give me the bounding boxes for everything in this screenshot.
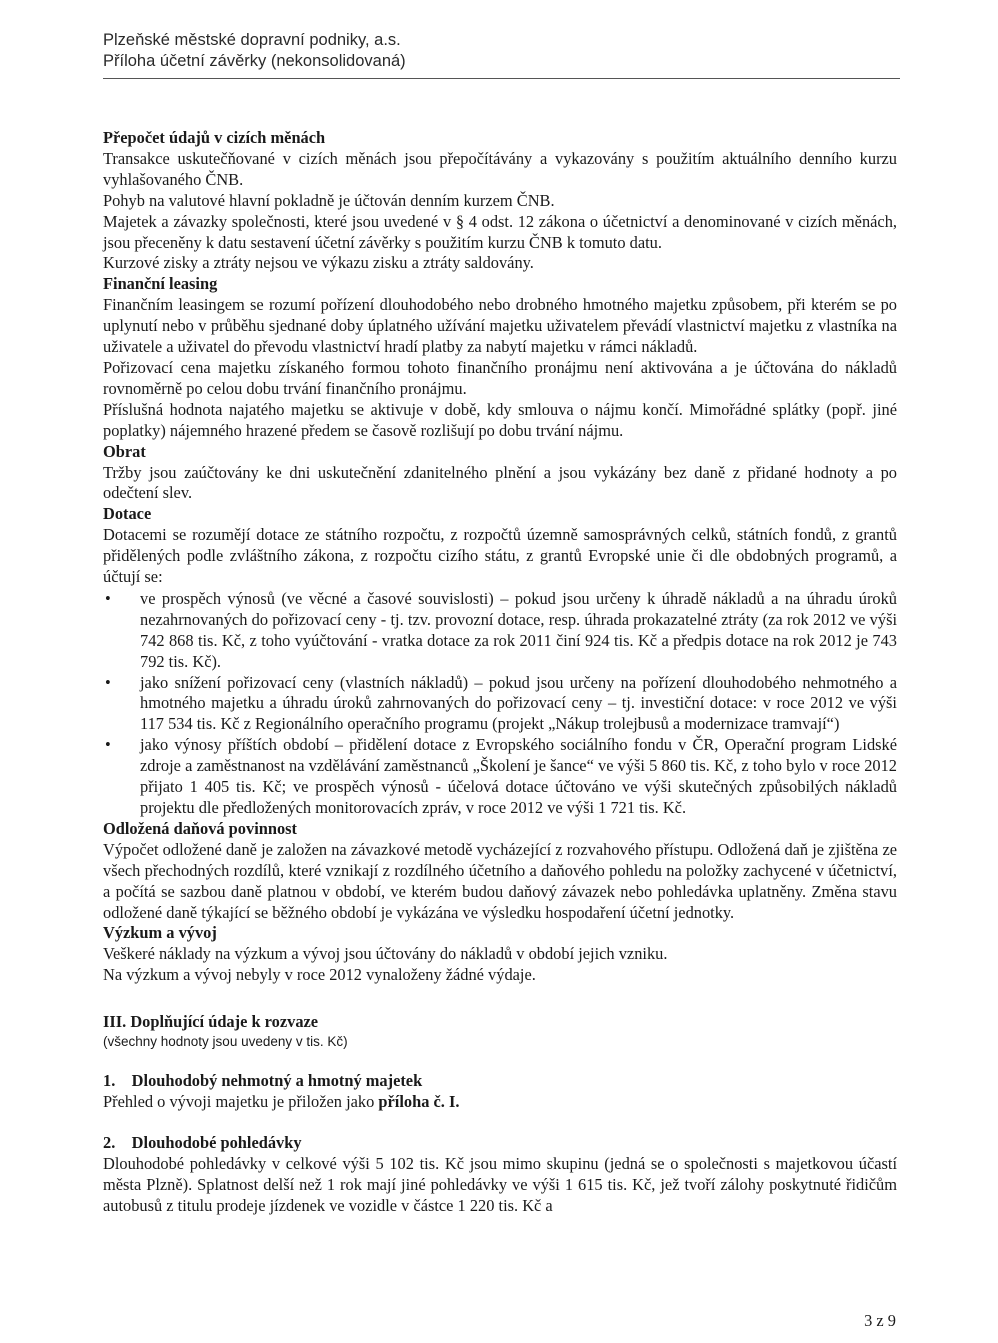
units-note: (všechny hodnoty jsou uvedeny v tis. Kč): [103, 1034, 348, 1050]
foreign-currency-paragraph-3: Majetek a závazky společnosti, které jsou uvedené v § 4 odst. 12 zákona o účetnictví a denominované v cizích měnách, jsou přeceněny k datu sestavení účetní závěrky s použitím kurzu ČNB k tomuto datu.: [103, 211, 897, 252]
section-title-financial-leasing: Finanční leasing: [103, 274, 218, 294]
financial-leasing-paragraph-1: Finančním leasingem se rozumí pořízení dlouhodobého nebo drobného hmotného majetku způsobem, při kterém se po uplynutí nebo v průběhu sjednané doby úplatného užívání majetku uživatelem převádí vlastnictví majetku z vlastníka na uživatele a uživatel do převodu vlastnictví hradí platby za nabytí majetku v rámci nákladů.: [103, 295, 897, 357]
deferred-tax-paragraph-1: Výpočet odložené daně je založen na závazkové metodě vycházející z rozvahového přístupu. Odložená daň je zjištěna ze všech přechodných rozdílů, které vznikají z rozdílného účetního a daňového pohledu na položky zachycené v účetnictví, a počítá se sazbou daně platnou v období, ve kterém budou daňový závazek nebo pohledávka uplatněny. Změna stavu odložené daně týkající se běžného období je vykázána ve výsledku hospodaření účetní jednotky.: [103, 839, 897, 922]
fixed-assets-text: Přehled o vývoji majetku je přiložen jako: [103, 1091, 379, 1111]
subsidies-bullet-1-text: ve prospěch výnosů (ve věcné a časové souvislosti) – pokud jsou určeny k úhradě nákladů a na úhradu úroků nezahrnovaných do pořizovací ceny - tj. tzv. provozní dotace, resp. úhrada prokazatelné ztráty (za rok 2012 ve výši 742 868 tis. Kč, z toho vyúčtování - vratka dotace za rok 2011 činí 924 tis. Kč a předpis dotace na rok 2012 je 743 792 tis. Kč).: [140, 588, 897, 671]
document-subtitle: Příloha účetní závěrky (nekonsolidovaná): [103, 52, 406, 70]
bullet-icon: •: [105, 735, 111, 755]
page-header: [103, 30, 406, 72]
page-number: 3 z 9: [864, 1311, 896, 1330]
section-spacer: [103, 1113, 897, 1133]
company-name: Plzeňské městské dopravní podniky, a.s.: [103, 31, 401, 49]
section-title-research: Výzkum a vývoj: [103, 923, 217, 943]
foreign-currency-paragraph-4: Kurzové zisky a ztráty nejsou ve výkazu zisku a ztráty saldovány.: [103, 253, 534, 273]
chapter-title-supplementary: III. Doplňující údaje k rozvaze: [103, 1012, 319, 1032]
section-spacer: [103, 986, 897, 1012]
list-item: [103, 589, 897, 673]
section-spacer: [103, 1051, 897, 1071]
subsidies-bullet-list: [103, 589, 897, 819]
document-body: [103, 128, 897, 1217]
subsidies-paragraph-1: Dotacemi se rozumějí dotace ze státního rozpočtu, z rozpočtů územně samosprávných celků, státních fondů, z grantů přidělených podle zvláštního zákona, z rozpočtu cizího státu, z grantů Evropské unie či dle obdobných programů, a účtují se:: [103, 525, 897, 587]
foreign-currency-paragraph-1: Transakce uskutečňované v cizích měnách jsou přepočítávány a vykazovány s použitím aktuálního denního kurzu vyhlašovaného ČNB.: [103, 148, 897, 189]
section-title-turnover: Obrat: [103, 441, 146, 461]
financial-leasing-paragraph-3: Příslušná hodnota najatého majetku se aktivuje v době, kdy smlouva o nájmu končí. Mimořádné splátky (popř. jiné poplatky) nájemného hrazené předem se časově rozlišují po dobu trvání nájmu.: [103, 399, 897, 440]
section-title-deferred-tax: Odložená daňová povinnost: [103, 818, 298, 838]
subsidies-bullet-2-text: jako snížení pořizovací ceny (vlastních nákladů) – pokud jsou určeny na pořízení dlouhodobého nehmotného a hmotného majetku a úhradu úroků zahrnovaných do pořizovací ceny – tj. investiční dotace: v roce 2012 ve výši 117 534 tis. Kč z Regionálního operačního programu (projekt „Nákup trolejbusů a modernizace tramvají“): [140, 672, 897, 734]
fixed-assets-paragraph: [103, 1092, 897, 1113]
financial-leasing-paragraph-2: Pořizovací cena majetku získaného formou tohoto finančního pronájmu není aktivována a je účtována do nákladů rovnoměrně po celou dobu trvání finančního pronájmu.: [103, 357, 897, 398]
receivables-paragraph-1: Dlouhodobé pohledávky v celkové výši 5 102 tis. Kč jsou mimo skupinu (jedná se o společnosti s majetkovou účastí města Plzně). Splatnost delší než 1 rok mají jiné pohledávky ve výši 1 615 tis. Kč, jež tvoří zálohy poskytnuté řidičům autobusů z titulu prodeje jízdenek ve vozidle v částce 1 220 tis. Kč a: [103, 1153, 897, 1215]
section-title-subsidies: Dotace: [103, 504, 152, 524]
section-title-foreign-currency: Přepočet údajů v cizích měnách: [103, 128, 326, 147]
foreign-currency-paragraph-2: Pohyb na valutové hlavní pokladně je účtován denním kurzem ČNB.: [103, 190, 555, 210]
research-paragraph-2: Na výzkum a vývoj nebyly v roce 2012 vynaloženy žádné výdaje.: [103, 965, 536, 985]
bullet-icon: •: [105, 588, 111, 608]
appendix-reference: příloha č. I.: [378, 1091, 460, 1111]
section-title-fixed-assets: 1. Dlouhodobý nehmotný a hmotný majetek: [103, 1071, 423, 1091]
turnover-paragraph-1: Tržby jsou zaúčtovány ke dni uskutečnění zdanitelného plnění a jsou vykázány bez daně z přidané hodnoty a po odečtení slev.: [103, 462, 897, 503]
research-paragraph-1: Veškeré náklady na výzkum a vývoj jsou účtovány do nákladů v období jejich vzniku.: [103, 944, 668, 964]
list-item: [103, 735, 897, 819]
header-divider: [103, 78, 900, 79]
list-item: [103, 673, 897, 736]
section-title-receivables: 2. Dlouhodobé pohledávky: [103, 1132, 302, 1152]
subsidies-bullet-3-text: jako výnosy příštích období – přidělení dotace z Evropského sociálního fondu v ČR, Operační program Lidské zdroje a zaměstnanost na vzdělávání zaměstnanců „Školení je šance“ ve výši 5 860 tis. Kč, z toho bylo v roce 2012 přijato 1 405 tis. Kč; ve prospěch výnosů - účelová dotace účtováno ve výši skutečných způsobilých nákladů projektu dle předložených monitorovacích zpráv, v roce 2012 ve výši 1 721 tis. Kč.: [140, 735, 897, 817]
bullet-icon: •: [105, 672, 111, 692]
